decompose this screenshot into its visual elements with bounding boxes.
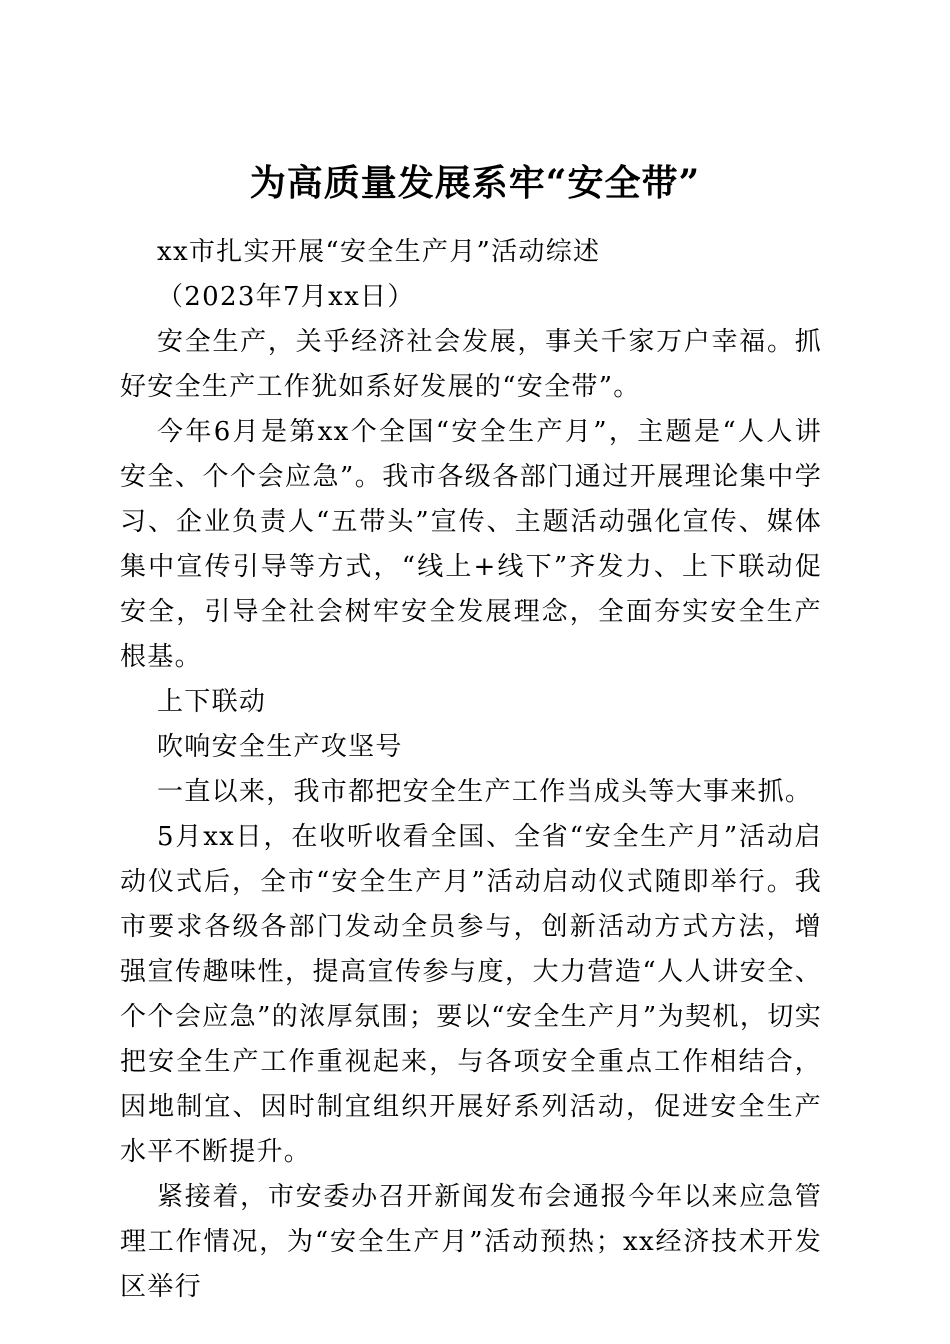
body-paragraph: 紧接着，市安委办召开新闻发布会通报今年以来应急管理工作情况，为“安全生产月”活动预热；xx经济技术开发区举行 bbox=[120, 1182, 822, 1302]
document-body bbox=[120, 230, 822, 1310]
date-paragraph: （2023年7月xx日） bbox=[157, 282, 415, 312]
section-heading-line-2: 吹响安全生产攻坚号 bbox=[157, 732, 403, 762]
theme-paragraph: 今年6月是第xx个全国“安全生产月”，主题是“人人讲安全、个个会应急”。我市各级各部门通过开展理论集中学习、企业负责人“五带头”宣传、主题活动强化宣传、媒体集中宣传引导等方式，“线上+线下”齐发力、上下联动促安全，引导全社会树牢安全发展理念，全面夯实安全生产根基。 bbox=[120, 417, 822, 672]
body-paragraph: 一直以来，我市都把安全生产工作当成头等大事来抓。 bbox=[157, 777, 813, 807]
subtitle-paragraph: xx市扎实开展“安全生产月”活动综述 bbox=[157, 237, 601, 267]
body-paragraph: 5月xx日，在收听收看全国、全省“安全生产月”活动启动仪式后，全市“安全生产月”活动启动仪式随即举行。我市要求各级各部门发动全员参与，创新活动方式方法，增强宣传趣味性，提高宣传参与度，大力营造“人人讲安全、个个会应急”的浓厚氛围；要以“安全生产月”为契机，切实把安全生产工作重视起来，与各项安全重点工作相结合，因地制宜、因时制宜组织开展好系列活动，促进安全生产水平不断提升。 bbox=[120, 822, 822, 1167]
section-heading-line-1: 上下联动 bbox=[157, 687, 267, 717]
document-title: 为高质量发展系牢“安全带” bbox=[249, 162, 701, 205]
intro-paragraph: 安全生产，关乎经济社会发展，事关千家万户幸福。抓好安全生产工作犹如系好发展的“安全带”。 bbox=[120, 327, 822, 402]
